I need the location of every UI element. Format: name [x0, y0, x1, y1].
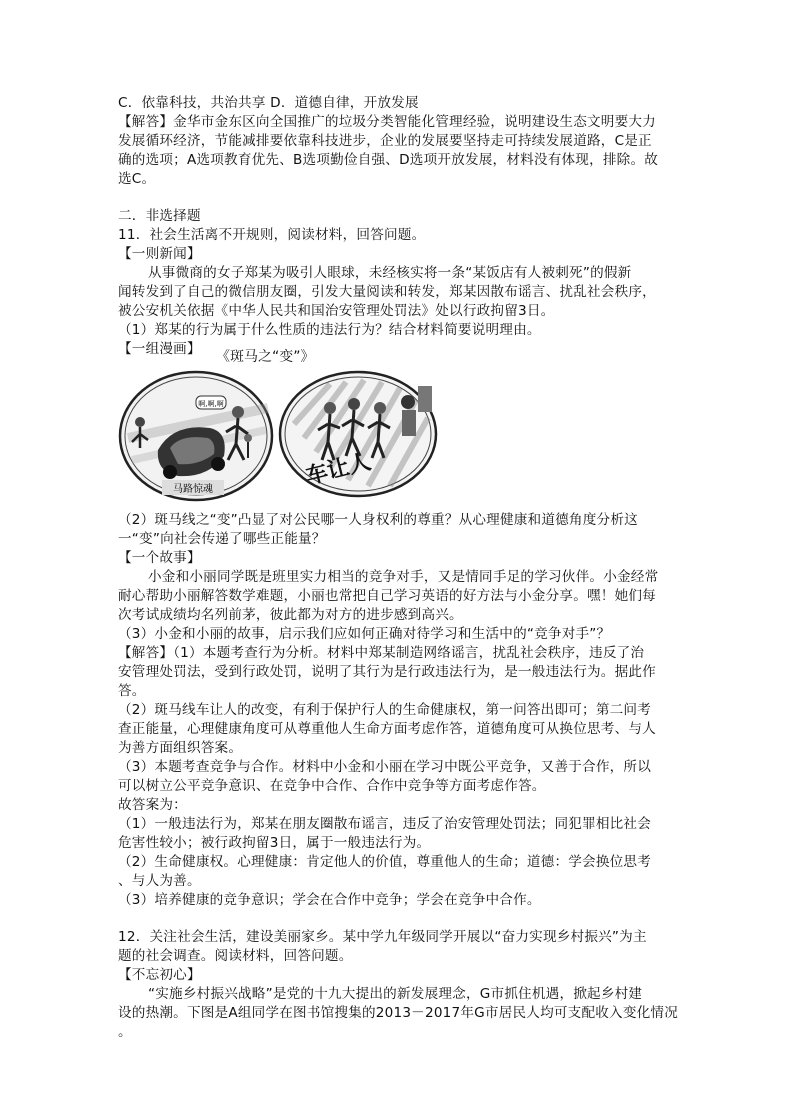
answer-line: （2）生命健康权。心理健康：肯定他人的价值，尊重他人的生命；道德：学会换位思考: [118, 854, 652, 870]
question-11: 11．社会生活离不开规则，阅读材料，回答问题。: [118, 227, 426, 243]
answer-line: 为善方面组织答案。: [118, 740, 243, 756]
cartoon-right: [280, 372, 436, 496]
sub-question-3: （3）小金和小丽的故事，启示我们应如何正确对待学习和生活中的“竞争对手”？: [118, 626, 611, 642]
question-12: 12．关注社会生活，建设美丽家乡。某中学九年级同学开展以“奋力实现乡村振兴”为主: [118, 929, 647, 945]
sub-question-2: （2）斑马线之“变”凸显了对公民哪一人身权利的尊重？从心理健康和道德角度分析这: [118, 512, 638, 528]
answer-line: 可以树立公平竞争意识、在竞争中合作、合作中竞争等方面考虑作答。: [118, 778, 546, 794]
answer-line: 发展循环经济，节能减排要依靠科技进步，企业的发展要坚持走可持续发展道路，C是正: [118, 133, 652, 149]
answer-line: 选C。: [118, 171, 156, 187]
material-heading: 【不忘初心】: [118, 967, 201, 983]
answer-line: 查正能量，心理健康角度可从尊重他人生命方面考虑作答，道德角度可从换位思考、与人: [118, 721, 656, 737]
answer-line: 确的选项；A选项教育优先、B选项勤俭自强、D选项开放发展，材料没有体现，排除。故: [118, 152, 659, 168]
cartoon-left-caption: 马路惊魂: [173, 484, 213, 495]
answer-line: 【解答】金华市金东区向全国推广的垃圾分类智能化管理经验，说明建设生态文明要大力: [118, 114, 656, 130]
story-text: 耐心帮助小丽解答数学难题，小丽也常把自己学习英语的好方法与小金分享。嘿！她们每: [118, 588, 656, 604]
news-text: 闻转发到了自己的微信朋友圈，引发大量阅读和转发，郑某因散布谣言、扰乱社会秩序，: [118, 284, 656, 300]
cartoon-images: [118, 368, 458, 506]
answer-line: 、与人为善。: [118, 873, 201, 889]
story-text: 次考试成绩均名列前茅，彼此都为对方的进步感到高兴。: [118, 607, 463, 623]
news-text: 被公安机关依据《中华人民共和国治安管理处罚法》处以行政拘留3日。: [118, 303, 555, 319]
answer-line: （3）本题考查竞争与合作。材料中小金和小丽在学习中既公平竞争，又善于合作，所以: [118, 759, 652, 775]
answer-line: 答。: [118, 683, 146, 699]
answer-line: 安管理处罚法，受到行政处罚，说明了其行为是行政违法行为，是一般违法行为。据此作: [118, 664, 656, 680]
material-text: “实施乡村振兴战略”是党的十九大提出的新发展理念，G市抓住机遇，掀起乡村建: [148, 986, 643, 1002]
cartoon-left: [120, 372, 272, 500]
material-text: 。: [118, 1024, 132, 1040]
sub-question-2: 一“变”向社会传递了哪些正能量？: [118, 531, 326, 547]
answer-line: 故答案为：: [118, 797, 187, 813]
answer-line: （2）斑马线车让人的改变，有利于保护行人的生命健康权，第一问答出即可；第二问考: [118, 702, 652, 718]
material-heading: 【一则新闻】: [118, 246, 201, 262]
cartoon-title: 《斑马之“变”》: [216, 349, 315, 365]
cartoon-left-bubble: 啊,啊,啊: [198, 400, 224, 408]
material-text: 设的热潮。下图是A组同学在图书馆搜集的2013－2017年G市居民人均可支配收入变化情况: [118, 1005, 679, 1021]
news-text: 从事微商的女子郑某为吸引人眼球，未经核实将一条“某饭店有人被刺死”的假新: [148, 265, 632, 281]
material-heading: 【一个故事】: [118, 550, 201, 566]
section-heading: 二．非选择题: [118, 208, 201, 224]
answer-line: （1）一般违法行为，郑某在朋友圈散布谣言，违反了治安管理处罚法；同犯罪相比社会: [118, 816, 652, 832]
answer-line: 危害性较小；被行政拘留3日，属于一般违法行为。: [118, 835, 431, 851]
answer-line: 【解答】（1）本题考查行为分析。材料中郑某制造网络谣言，扰乱社会秩序，违反了治: [118, 645, 645, 661]
answer-line: （3）培养健康的竞争意识；学会在合作中竞争；学会在竞争中合作。: [118, 892, 541, 908]
question-12: 题的社会调查。阅读材料，回答问题。: [118, 948, 353, 964]
sub-question-1: （1）郑某的行为属于什么性质的违法行为？结合材料简要说明理由。: [118, 322, 541, 338]
story-text: 小金和小丽同学既是班里实力相当的竞争对手，又是情同手足的学习伙伴。小金经常: [148, 569, 659, 585]
option-c-d: C．依靠科技，共治共享 D．道德自律，开放发展: [118, 95, 419, 111]
cartoon-right-sign: 车让人: [303, 449, 374, 490]
material-heading: 【一组漫画】: [118, 341, 201, 357]
